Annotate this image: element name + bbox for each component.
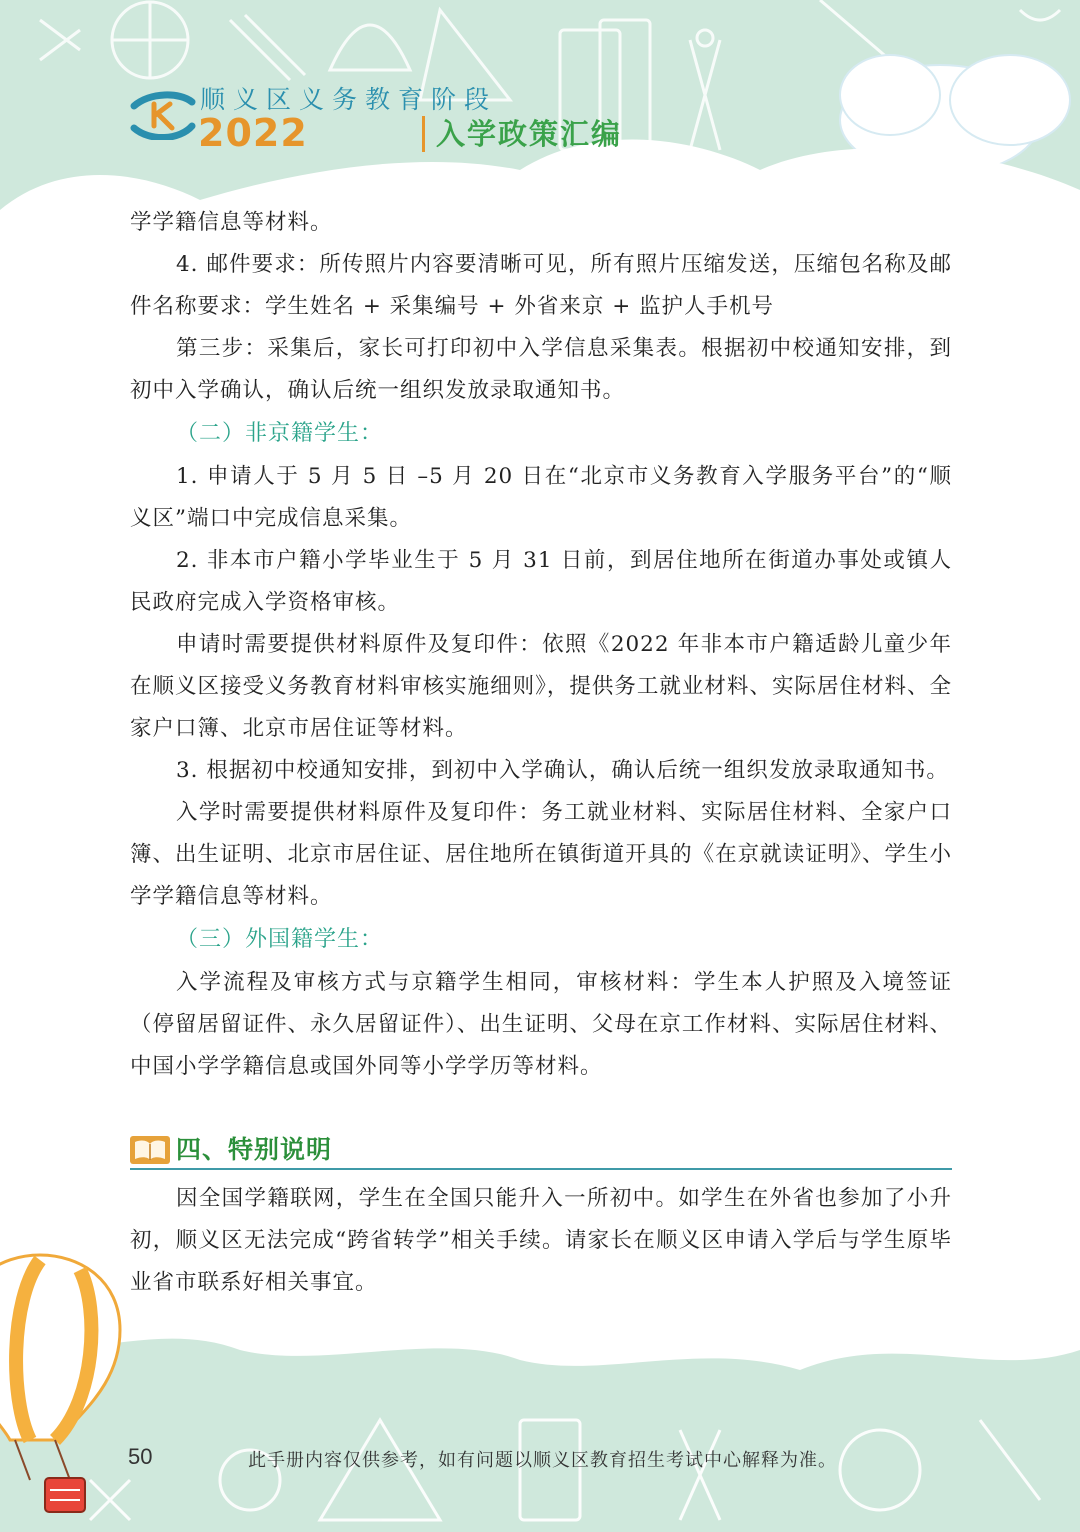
header-title: 入学政策汇编 [436,117,623,151]
subheading-foreign-students: （三）外国籍学生： [176,927,384,952]
hot-air-balloon-illustration [0,1255,120,1512]
section-underline [130,1168,952,1170]
district-logo-icon [130,88,196,140]
paragraph: 学学籍信息等材料。 [130,210,333,235]
paragraph: 2. 非本市户籍小学毕业生于 5 月 31 日前，到居住地所在街道办事处或镇人民政府完成入学资格审核。 [130,548,952,615]
section-special-notes-body [130,1178,952,1304]
page-number: 50 [128,1444,153,1469]
footer-disclaimer: 此手册内容仅供参考，如有问题以顺义区教育招生考试中心解释为准。 [248,1450,837,1471]
open-book-icon [130,1136,170,1164]
paragraph: 入学流程及审核方式与京籍学生相同，审核材料：学生本人护照及入境签证（停留居留证件、永久居留证件）、出生证明、父母在京工作材料、实际居住材料、中国小学学籍信息或国外同等小学学历等材料。 [130,970,952,1079]
header-divider [422,116,425,152]
paragraph: 3. 根据初中校通知安排，到初中入学确认，确认后统一组织发放录取通知书。 [176,758,949,783]
paragraph: 入学时需要提供材料原件及复印件：务工就业材料、实际居住材料、全家户口簿、出生证明、北京市居住证、居住地所在镇街道开具的《在京就读证明》、学生小学学籍信息等材料。 [130,800,952,909]
main-content [130,202,952,1088]
header-subtitle: 顺义区义务教育阶段 [200,85,498,114]
paragraph: 4. 邮件要求：所传照片内容要清晰可见，所有照片压缩发送，压缩包名称及邮件名称要求：学生姓名 + 采集编号 + 外省来京 + 监护人手机号 [130,252,952,319]
paragraph: 因全国学籍联网，学生在全国只能升入一所初中。如学生在外省也参加了小升初，顺义区无法完成“跨省转学”相关手续。请家长在顺义区申请入学后与学生原毕业省市联系好相关事宜。 [130,1186,952,1295]
paragraph: 第三步：采集后，家长可打印初中入学信息采集表。根据初中校通知安排，到初中入学确认，确认后统一组织发放录取通知书。 [130,336,952,403]
subheading-non-beijing-students: （二）非京籍学生： [176,421,384,446]
section-title: 四、特别说明 [176,1135,333,1164]
section-special-notes-header [130,1128,952,1172]
paragraph: 申请时需要提供材料原件及复印件：依照《2022 年非本市户籍适龄儿童少年在顺义区接受义务教育材料审核实施细则》，提供务工就业材料、实际居住材料、全家户口簿、北京市居住证等材料。 [130,632,952,741]
header-year: 2022 [198,111,308,155]
paragraph: 1. 申请人于 5 月 5 日 –5 月 20 日在“北京市义务教育入学服务平台”的“顺义区”端口中完成信息采集。 [130,464,952,531]
